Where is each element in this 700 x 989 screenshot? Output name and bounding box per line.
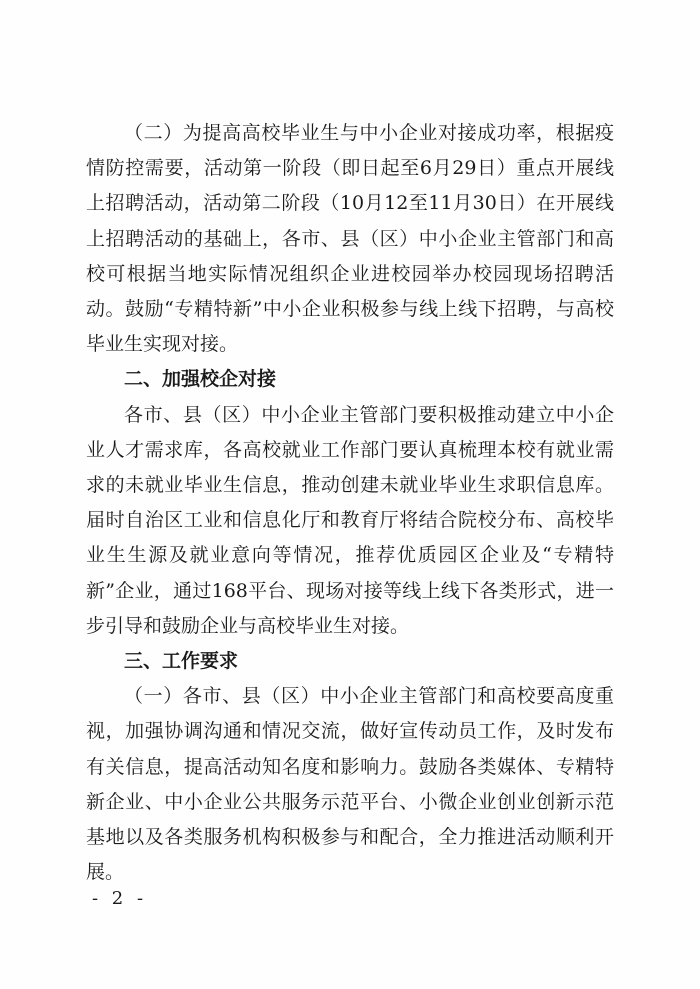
paragraph-recruitment-phases: （二）为提高高校毕业生与中小企业对接成功率，根据疫情防控需要，活动第一阶段（即日起至6月29日）重点开展线上招聘活动，活动第二阶段（10月12至11月30日）在开展线上招聘活动的基础上，各市、县（区）中小企业主管部门和高校可根据当地实际情况组织企业进校园举办校园现场招聘活动。鼓励“专精特新”中小企业积极参与线上线下招聘，与高校毕业生实现对接。 [86,122,614,356]
paragraph-coordination: （一）各市、县（区）中小企业主管部门和高校要高度重视，加强协调沟通和情况交流，做好宣传动员工作，及时发布有关信息，提高活动知名度和影响力。鼓励各类媒体、专精特新企业、中小企业公共服务示范平台、小微企业创业创新示范基地以及各类服务机构积极参与和配合，全力推进活动顺利开展。 [86,685,614,884]
section-heading-work-requirements: 三、工作要求 [124,650,239,673]
document-body [86,116,614,890]
page-number: - 2 - [92,888,148,909]
section-heading-school-enterprise: 二、加强校企对接 [124,368,277,391]
paragraph-talent-database: 各市、县（区）中小企业主管部门要积极推动建立中小企业人才需求库，各高校就业工作部门要认真梳理本校有就业需求的未就业毕业生信息，推动创建未就业毕业生求职信息库。届时自治区工业和信息化厅和教育厅将结合院校分布、高校毕业生生源及就业意向等情况，推荐优质园区企业及“专精特新”企业，通过168平台、现场对接等线上线下各类形式，进一步引导和鼓励企业与高校毕业生对接。 [86,403,614,637]
